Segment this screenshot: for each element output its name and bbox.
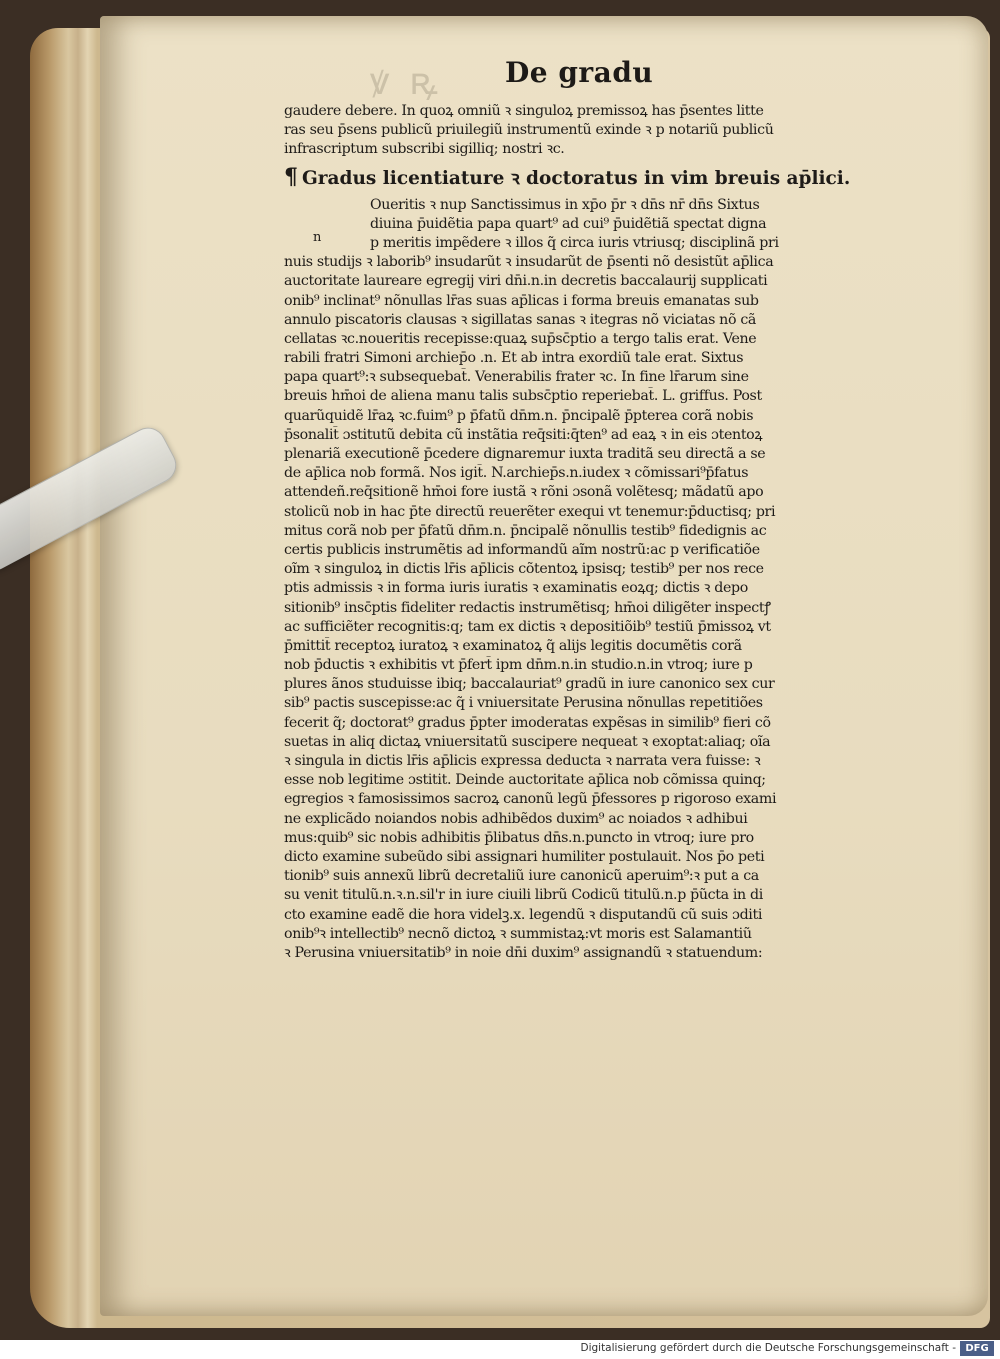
- text-line: rabili fratri Simoni archiep̄o .n. Et ab intra exordiũ tale erat. Sixtus: [284, 350, 744, 367]
- text-line: nob p̄ductis ꝛ exhibitis vt p̄fert̄ ipm dn̄m.n.in studio.n.in vtroq; iure p: [284, 657, 753, 674]
- text-line: dicto examine subeũdo sibi assignari humiliter postulauit. Nos p̄o peti: [284, 848, 765, 865]
- text-line: oĩm ꝛ singuloꝝ in dictis lr̄is ap̄licis cõtentoꝝ ipsisq; testib⁹ per nos rece: [284, 561, 764, 578]
- footer-credit: Digitalisierung gefördert durch die Deutsche Forschungsgemeinschaft -: [580, 1342, 956, 1354]
- text-line: cto examine eadẽ die hora videlꝫ.x. legendũ ꝛ disputandũ cũ suis ɔditi: [284, 906, 763, 923]
- text-line: plenariã executionẽ p̄cedere dignaremur iuxta traditã seu directã a se: [284, 446, 766, 462]
- text-line: onib⁹ꝛ intellectib⁹ necnõ dictoꝝ ꝛ summistaꝝ:vt moris est Salamantiũ: [284, 925, 752, 942]
- guide-letter: n: [313, 230, 322, 245]
- text-line: ac sufficiẽter recognitis:q; tam ex dictis ꝛ depositiõib⁹ testiũ p̄missoꝝ vt: [284, 618, 771, 635]
- section-heading-text: Gradus licentiature ꝛ doctoratus in vim breuis ap̄lici.: [302, 167, 851, 189]
- body-paragraph: [284, 196, 880, 964]
- text-line: infrascriptum subscribi sigilliq; nostri ꝛc.: [284, 141, 565, 158]
- section-heading: [284, 162, 880, 192]
- text-line: stolicũ nob in hac p̄te directũ reuerẽter exequi vt tenemur:p̄ductisq; pri: [284, 503, 776, 520]
- text-line: suetas in aliq dictaꝝ vniuersitatũ suscipere nequeat ꝛ exoptat:aliaq; oĩa: [284, 733, 771, 750]
- text-line: de ap̄lica nob formã. Nos igit̄. N.archiep̄s.n.iudex ꝛ cõmissari⁹p̄fatus: [284, 465, 749, 482]
- text-line: p̄sonalit̄ ɔstitutũ debita cũ instãtia req̄siti:q̄ten⁹ ad eaꝝ ꝛ in eis ɔtentoꝝ: [284, 426, 763, 443]
- text-line: ras seu p̄sens publicũ priuilegiũ instrumentũ exinde ꝛ p notariũ publicũ: [284, 122, 774, 139]
- text-line: breuis hm̄oi de aliena manu talis subsc̄ptio reperiebat̄. L. griffus. Post: [284, 388, 762, 405]
- text-line: papa quart⁹:ꝛ subsequebat̄. Venerabilis frater ꝛc. In fine lr̄arum sine: [284, 369, 749, 386]
- text-line: Oueritis ꝛ nup Sanctissimus in xp̄o p̄r ꝛ dn̄s nr̄ dn̄s Sixtus: [370, 196, 760, 213]
- text-line: ne explicãdo noiandos nobis adhibẽdos duxim⁹ ac noiados ꝛ adhibui: [284, 810, 748, 827]
- text-line: mitus corã nob per p̄fatũ dn̄m.n. p̄ncipalẽ nõnullis testib⁹ fidedignis ac: [284, 522, 767, 539]
- text-line: quarũquidẽ lr̄aꝝ ꝛc.fuim⁹ p p̄fatũ dn̄m.n. p̄ncipalẽ p̄pterea corã nobis: [284, 407, 754, 424]
- text-line: su venit titulũ.n.ꝛ.n.sil'r in iure ciuili librũ Codicũ titulũ.n.p p̄ũcta in di: [284, 887, 763, 904]
- text-line: diuina p̄uidẽtia papa quart⁹ ad cui⁹ p̄uidẽtiã spectat digna: [370, 215, 767, 232]
- opening-paragraph: [284, 102, 880, 160]
- text-line: gaudere debere. In quoꝝ omniũ ꝛ singuloꝝ premissoꝝ has p̄sentes litte: [284, 103, 764, 119]
- text-line: p̄mittit̄ receptoꝝ iuratoꝝ ꝛ examinatoꝝ q̃ alijs legitis documẽtis corã: [284, 637, 742, 654]
- text-line: certis publicis instrumẽtis ad informandũ aĩm nostrũ:ac p verificatiõe: [284, 541, 760, 558]
- text-line: sitionib⁹ insc̄ptis fideliter redactis instrumẽtisq; hm̄oi diligẽter inspectꝭ: [284, 599, 771, 616]
- text-block: [284, 102, 880, 963]
- running-head: De gradu: [505, 56, 654, 89]
- text-line: nuis studijs ꝛ laborib⁹ insudarũt ꝛ insudarũt de p̄senti nõ desistũt ap̄lica: [284, 254, 774, 271]
- footer-bar: [0, 1340, 1000, 1359]
- text-line: onib⁹ inclinat⁹ nõnullas lr̄as suas ap̄licas i forma breuis emanatas sub: [284, 292, 759, 309]
- text-line: fecerit q̃; doctorat⁹ gradus p̄pter imoderatas expẽsas in similib⁹ fieri cõ: [284, 714, 771, 731]
- text-line: mus:quib⁹ sic nobis adhibitis p̄libatus dn̄s.n.puncto in vtroq; iure pro: [284, 829, 754, 846]
- pilcrow-icon: ¶: [284, 163, 298, 190]
- text-line: attendeñ.req̄sitionẽ hm̄oi fore iustã ꝛ rõni ɔsonã volẽtesq; mãdatũ apo: [284, 484, 764, 501]
- text-line: ꝛ Perusina vniuersitatib⁹ in noie dn̄i duxim⁹ assignandũ ꝛ statuendum:: [284, 944, 763, 961]
- dfg-logo: DFG: [960, 1341, 994, 1356]
- show-through-text: ꝟ ꝶ: [370, 59, 442, 103]
- text-line: ptis admissis ꝛ in forma iuris iuratis ꝛ examinatis eoꝝq; dictis ꝛ depo: [284, 580, 748, 597]
- text-line: sib⁹ pactis suscepisse:ac q̃ i vniuersitate Perusina nõnullas repetitiões: [284, 695, 763, 712]
- text-line: cellatas ꝛc.noueritis recepisse:quaꝝ sup̄sc̄ptio a tergo talis erat. Vene: [284, 330, 757, 347]
- text-line: esse nob legitime ɔstitit. Deinde auctoritate ap̄lica nob cõmissa quinq;: [284, 772, 766, 789]
- text-line: egregios ꝛ famosissimos sacroꝝ canonũ legũ p̄fessores p rigoroso exami: [284, 791, 777, 808]
- text-line: ꝛ singula in dictis lr̄is ap̄licis expressa deducta ꝛ narrata vera fuisse: ꝛ: [284, 753, 761, 769]
- text-line: annulo piscatoris clausas ꝛ sigillatas sanas ꝛ itegras nõ viciatas nõ cã: [284, 311, 757, 328]
- text-line: tionib⁹ suis annexũ librũ decretaliũ iure canonicũ aperuim⁹:ꝛ put a ca: [284, 868, 759, 885]
- text-line: p meritis impẽdere ꝛ illos q̃ circa iuris vtriusq; disciplinã pri: [370, 234, 779, 251]
- text-line: plures ãnos studuisse ibiq; baccalauriat⁹ gradũ in iure canonico sex cur: [284, 676, 775, 693]
- text-line: auctoritate laureare egregij viri dn̄i.n.in decretis baccalaurij supplicati: [284, 273, 768, 290]
